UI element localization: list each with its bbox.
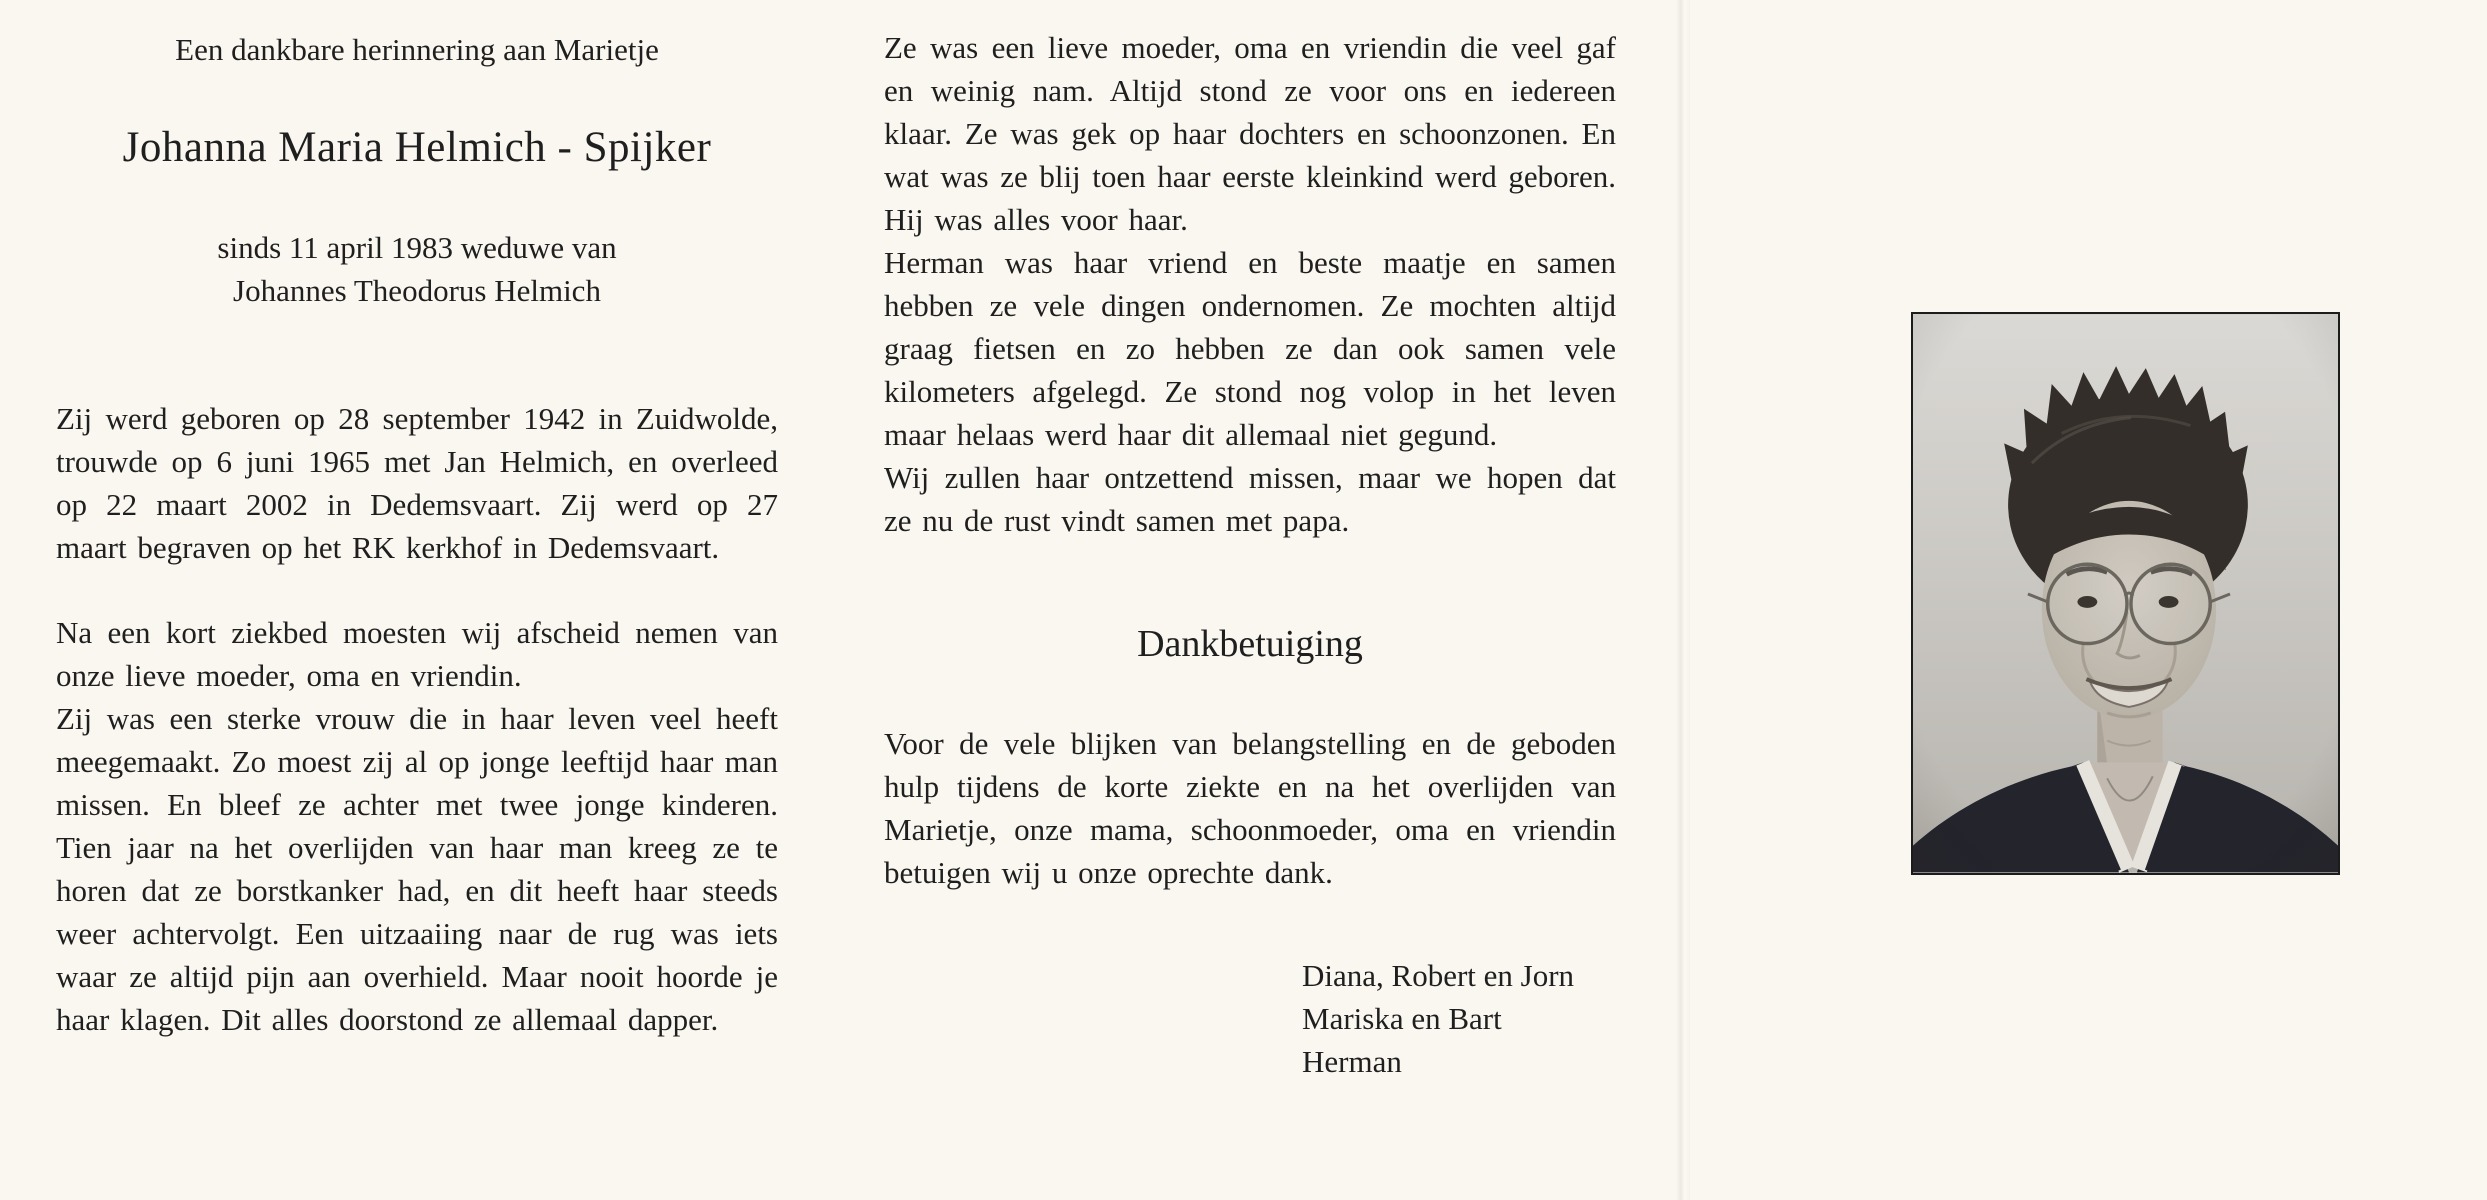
signature-line-2: Mariska en Bart bbox=[1302, 1001, 1502, 1036]
middle-column bbox=[884, 26, 1616, 1083]
memory-paragraph-2: Herman was haar vriend en beste maatje en samen hebben ze vele dingen ondernomen. Ze mochten altijd graag fietsen en zo hebben ze dan ook samen vele kilometers afgelegd. Ze stond nog volop in het leven maar helaas werd haar dit allemaal niet gegund. bbox=[884, 245, 1616, 452]
signature-block bbox=[1302, 954, 1616, 1083]
memory-paragraph-1: Ze was een lieve moeder, oma en vriendin die veel gaf en weinig nam. Altijd stond ze voor ons en iedereen klaar. Ze was gek op haar dochters en schoonzonen. En wat was ze blij toen haar eerste kleinkind werd geboren. Hij was alles voor haar. bbox=[884, 30, 1616, 237]
farewell-paragraph: Na een kort ziekbed moesten wij afscheid nemen van onze lieve moeder, oma en vriendin. bbox=[56, 615, 778, 693]
portrait-photo bbox=[1911, 312, 2340, 875]
signature-line-1: Diana, Robert en Jorn bbox=[1302, 958, 1575, 993]
widow-lines bbox=[56, 226, 778, 312]
life-story-paragraph: Zij was een sterke vrouw die in haar leven veel heeft meegemaakt. Zo moest zij al op jonge leeftijd haar man missen. En bleef ze achter met twee jonge kinderen. Tien jaar na het overlijden van haar man kreeg ze te horen dat ze borstkanker had, en dit heeft haar steeds weer achtervolgt. Een uitzaaiing naar de rug was iets waar ze altijd pijn aan overhield. Maar nooit hoorde je haar klagen. Dit alles doorstond ze allemaal dapper. bbox=[56, 701, 778, 1037]
signature-line-3: Herman bbox=[1302, 1044, 1402, 1079]
dankbetuiging-heading: Dankbetuiging bbox=[1137, 623, 1363, 665]
photo-vignette bbox=[1913, 315, 2338, 873]
memory-paragraph-3: Wij zullen haar ontzettend missen, maar we hopen dat ze nu de rust vindt samen met papa. bbox=[884, 460, 1616, 538]
intro-line: Een dankbare herinnering aan Marietje bbox=[175, 32, 659, 67]
birth-death-paragraph: Zij werd geboren op 28 september 1942 in Zuidwolde, trouwde op 6 juni 1965 met Jan Helmich, en overleed op 22 maart 2002 in Dedemsvaart. Zij werd op 27 maart begraven op het RK kerkhof in Dedemsvaart. bbox=[56, 401, 778, 565]
deceased-name: Johanna Maria Helmich - Spijker bbox=[122, 124, 712, 171]
fold-crease bbox=[1676, 0, 1690, 1200]
left-column bbox=[56, 28, 778, 1041]
portrait-photo-graphic bbox=[1913, 314, 2338, 873]
widow-line-2: Johannes Theodorus Helmich bbox=[233, 273, 601, 308]
widow-line-1: sinds 11 april 1983 weduwe van bbox=[217, 230, 617, 265]
thanks-paragraph: Voor de vele blijken van belangstelling en de geboden hulp tijdens de korte ziekte en na het overlijden van Marietje, onze mama, schoonmoeder, oma en vriendin betuigen wij u onze oprechte dank. bbox=[884, 726, 1616, 890]
